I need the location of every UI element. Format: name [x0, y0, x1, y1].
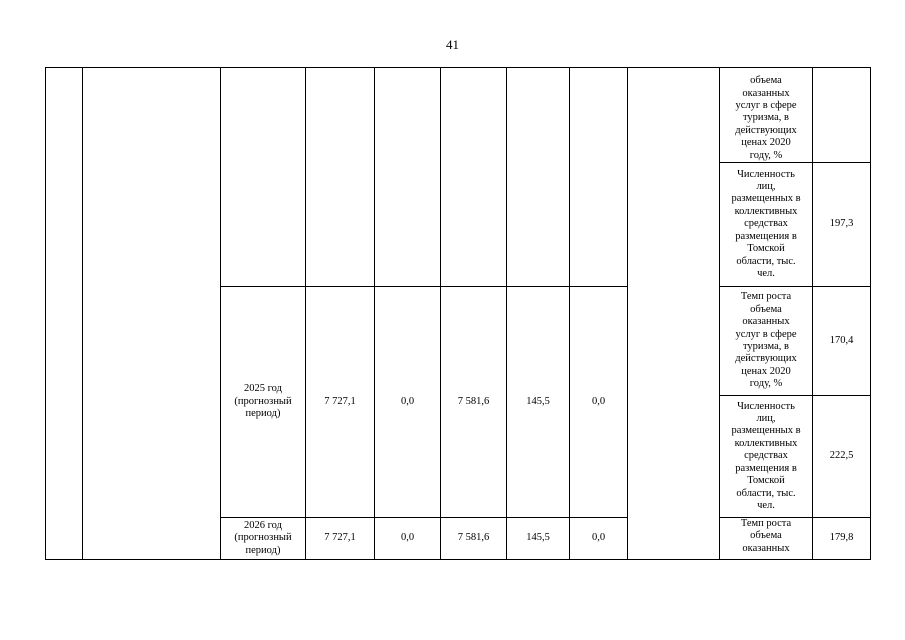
page-number: 41 — [446, 37, 459, 52]
indicator-value: 197,3 — [813, 163, 871, 287]
indicator-name: Численность лиц, размещенных в коллективных средствах размещения в Томской области, тыс. чел. — [720, 396, 813, 518]
value-extrabudget: 0,0 — [570, 287, 628, 518]
table-cell-task — [83, 68, 221, 560]
indicator-name: объема оказанных услуг в сфере туризма, в действующих ценах 2020 году, % — [720, 68, 813, 163]
value-total — [306, 68, 375, 287]
indicator-name: Темп роста объема оказанных — [720, 518, 813, 560]
value-local: 145,5 — [507, 287, 570, 518]
value-regional — [441, 68, 507, 287]
table-cell-executor — [628, 68, 720, 560]
value-extrabudget — [570, 68, 628, 287]
value-total: 7 727,1 — [306, 518, 375, 560]
indicator-value: 170,4 — [813, 287, 871, 396]
value-local: 145,5 — [507, 518, 570, 560]
period-cell: 2025 год (прогнозный период) — [221, 287, 306, 518]
table-cell-number — [46, 68, 83, 560]
indicator-value — [813, 68, 871, 163]
value-local — [507, 68, 570, 287]
value-federal: 0,0 — [375, 287, 441, 518]
indicator-name: Численность лиц, размещенных в коллективных средствах размещения в Томской области, тыс. чел. — [720, 163, 813, 287]
program-table — [45, 67, 871, 560]
indicator-value: 222,5 — [813, 396, 871, 518]
value-regional: 7 581,6 — [441, 518, 507, 560]
indicator-name: Темп роста объема оказанных услуг в сфере туризма, в действующих ценах 2020 году, % — [720, 287, 813, 396]
value-federal: 0,0 — [375, 518, 441, 560]
period-cell — [221, 68, 306, 287]
value-total: 7 727,1 — [306, 287, 375, 518]
indicator-value: 179,8 — [813, 518, 871, 560]
table-row — [46, 68, 871, 163]
value-federal — [375, 68, 441, 287]
value-regional: 7 581,6 — [441, 287, 507, 518]
period-cell: 2026 год (прогнозный период) — [221, 518, 306, 560]
value-extrabudget: 0,0 — [570, 518, 628, 560]
